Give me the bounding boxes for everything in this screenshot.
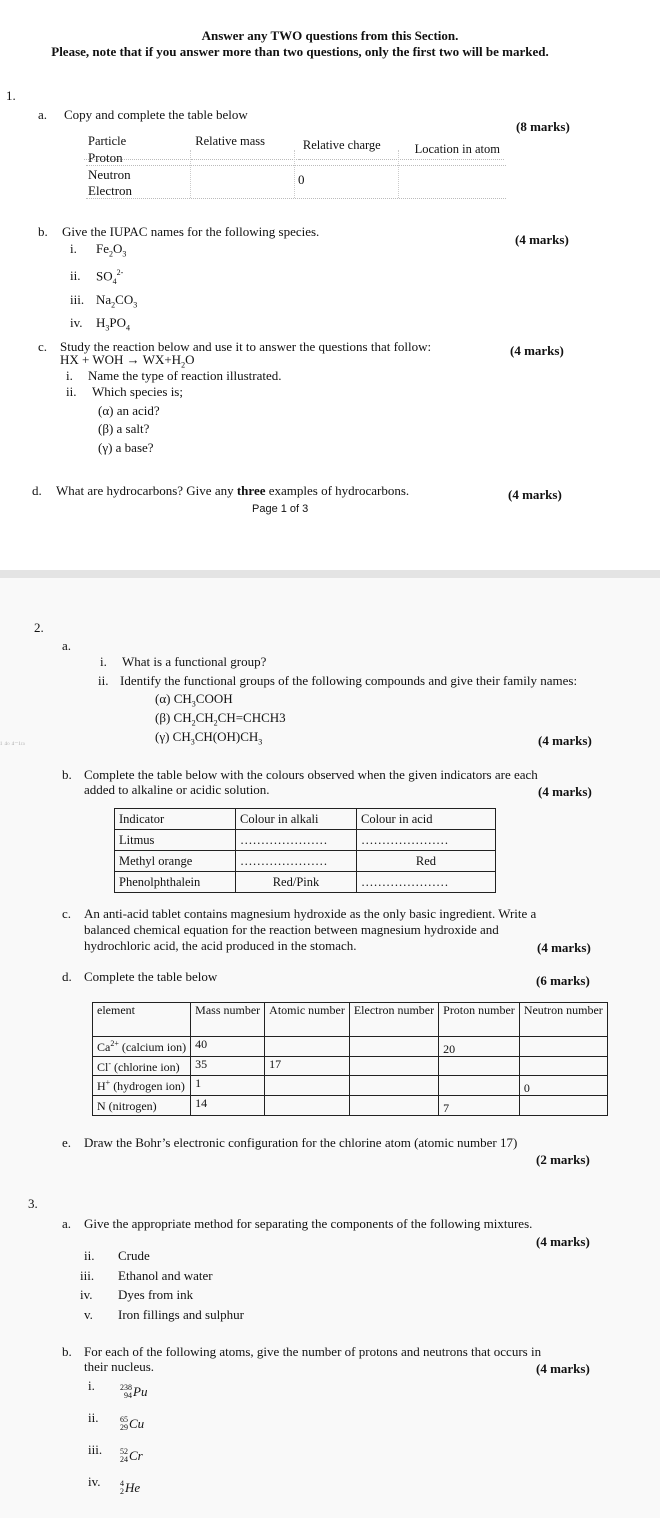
table-cell: Methyl orange — [115, 851, 236, 872]
table-header-row — [115, 809, 496, 830]
list-item: ii. 65 29 Cu — [88, 1405, 147, 1437]
table-cell: Red/Pink — [236, 872, 357, 893]
marks-label: (4 marks) — [508, 487, 562, 502]
table-cell — [265, 1076, 350, 1096]
list-item: v. Iron fillings and sulphur — [84, 1306, 245, 1322]
pencil-scribble: ¹ ⁴ᵒ ⁴⁻¹ʳᵃ — [0, 740, 25, 749]
part-text: An anti-acid tablet contains magnesium hydroxide as the only basic ingredient. Write a — [84, 906, 537, 921]
table-cell: Red — [357, 851, 496, 872]
sub-question: ii. Identify the functional groups of the following compounds and give their family names: — [98, 673, 578, 688]
table-cell: 14 — [191, 1096, 265, 1116]
table-cell — [349, 1037, 438, 1057]
table-header-cell: Proton number — [439, 1003, 520, 1037]
formula-list — [70, 240, 137, 338]
table-row — [93, 1076, 608, 1096]
list-item: iv. $H_3PO_4$ — [70, 315, 131, 333]
answer-blank: ………………… — [236, 830, 357, 851]
part-text: balanced chemical equation for the reaction between magnesium hydroxide and — [84, 922, 499, 937]
list-item: i. 238 94 Pu — [88, 1373, 147, 1405]
part-letter: a. — [62, 638, 72, 653]
table-cell — [265, 1096, 350, 1116]
table-cell — [349, 1096, 438, 1116]
marks-label: (6 marks) — [536, 973, 590, 988]
table-cell: Proton — [88, 150, 123, 165]
exam-page-2 — [0, 578, 660, 1518]
marks-label: (4 marks) — [536, 1234, 590, 1249]
page-number: Page 1 of 3 — [252, 503, 309, 515]
list-item: iii. $Na_2CO_3$ — [70, 291, 138, 310]
table-cell: 40 — [191, 1037, 265, 1057]
part-text: hydrochloric acid, the acid produced in the stomach. — [84, 938, 357, 953]
sub-item: (α) an acid? — [98, 403, 160, 418]
table-cell: 20 — [439, 1037, 520, 1057]
compound-item: (α) $CH_3COOH$ — [155, 691, 233, 709]
part-letter: b. — [62, 1344, 72, 1359]
marks-label: (4 marks) — [537, 940, 591, 955]
answer-blank: ………………… — [236, 851, 357, 872]
table-header-cell: Electron number — [349, 1003, 438, 1037]
table-header-cell: Mass number — [191, 1003, 265, 1037]
part-letter: c. — [38, 339, 48, 354]
table-header-cell: Colour in alkali — [236, 809, 357, 830]
table-header-cell: Particle — [84, 134, 191, 160]
table-cell — [519, 1096, 607, 1116]
sub-question: ii. Which species is; — [66, 384, 183, 399]
table-header-cell: element — [93, 1003, 191, 1037]
compound-item: (γ) $CH_3CH(OH)CH_3$ — [155, 729, 263, 747]
table-cell: 0 — [298, 172, 305, 187]
table-cell: Neutron — [88, 167, 131, 182]
table-cell: N (nitrogen) — [93, 1096, 191, 1116]
table-cell — [349, 1076, 438, 1096]
part-text: Complete the table below — [84, 969, 218, 984]
table-row — [93, 1096, 608, 1116]
marks-label: (2 marks) — [536, 1152, 590, 1167]
table-cell: Electron — [88, 183, 133, 198]
table-cell: 35 — [191, 1057, 265, 1076]
isotope-notation: 238 94 Pu — [120, 1383, 148, 1400]
table-cell: 7 — [439, 1096, 520, 1116]
table-divider — [190, 150, 191, 198]
answer-blank: ………………… — [357, 830, 496, 851]
table-cell — [519, 1057, 607, 1076]
question-number: 1. — [6, 88, 16, 103]
marks-label: (4 marks) — [510, 343, 564, 358]
marks-label: (8 marks) — [516, 119, 570, 134]
isotope-notation: 4 2 He — [120, 1479, 141, 1496]
table-cell — [265, 1037, 350, 1057]
table-header-row — [93, 1003, 608, 1037]
part-text: What are hydrocarbons? Give any three examples of hydrocarbons. — [56, 483, 410, 498]
marks-label: (4 marks) — [538, 733, 592, 748]
part-letter: b. — [38, 224, 48, 239]
table-cell: Cl- (chlorine ion) — [93, 1057, 191, 1076]
table-row — [115, 851, 496, 872]
sub-item: (γ) a base? — [98, 440, 154, 455]
part-letter: e. — [62, 1135, 72, 1150]
question-number: 2. — [34, 620, 44, 635]
part-letter: d. — [32, 483, 42, 498]
table-cell — [439, 1076, 520, 1096]
table-cell: H+ (hydrogen ion) — [93, 1076, 191, 1096]
part-letter: c. — [62, 906, 72, 921]
part-text: Study the reaction below and use it to answer the questions that follow: — [60, 339, 432, 354]
compound-item: (β) $CH_2CH_2CH=CHCH3$ — [155, 710, 286, 728]
mixture-list — [80, 1246, 244, 1324]
table-cell: Litmus — [115, 830, 236, 851]
table-cell: 1 — [191, 1076, 265, 1096]
table-header-cell: Relative charge — [299, 134, 411, 160]
list-item: ii. Crude — [84, 1248, 150, 1263]
section-instruction: Answer any TWO questions from this Section. — [201, 28, 459, 43]
marks-label: (4 marks) — [515, 232, 569, 247]
reaction-equation: HX + WOH → $WX+H_2O$ — [60, 352, 195, 370]
sub-question: i. Name the type of reaction illustrated. — [66, 368, 282, 383]
table-cell — [349, 1057, 438, 1076]
part-text: Complete the table below with the colours observed when the given indicators are each — [84, 767, 538, 782]
part-text: Give the IUPAC names for the following species. — [62, 224, 320, 239]
table-header-cell: Colour in acid — [357, 809, 496, 830]
part-text: Copy and complete the table below — [64, 107, 248, 122]
table-row — [93, 1037, 608, 1057]
part-text: their nucleus. — [84, 1359, 155, 1374]
isotope-notation: 52 24 Cr — [120, 1447, 143, 1464]
list-item: ii. $SO_4^{2-}$ — [70, 267, 124, 286]
part-letter: b. — [62, 767, 72, 782]
table-header-cell: Relative mass — [191, 134, 299, 160]
isotope-list — [88, 1373, 147, 1501]
section-note: Please, note that if you answer more than two questions, only the first two will be marked. — [51, 44, 549, 59]
table-header-cell: Neutron number — [519, 1003, 607, 1037]
table-row — [115, 830, 496, 851]
table-divider — [86, 198, 506, 199]
table-cell — [519, 1037, 607, 1057]
sub-question: i. What is a functional group? — [100, 654, 267, 669]
part-text: Give the appropriate method for separating the components of the following mixtures. — [84, 1216, 533, 1231]
sub-item: (β) a salt? — [98, 421, 150, 436]
marks-label: (4 marks) — [536, 1361, 590, 1376]
table-header-cell: Location in atom — [411, 134, 504, 160]
table-header-cell: Indicator — [115, 809, 236, 830]
table-header-cell: Atomic number — [265, 1003, 350, 1037]
table-row — [115, 872, 496, 893]
list-item: iii. Ethanol and water — [80, 1267, 213, 1283]
isotope-notation: 65 29 Cu — [120, 1415, 145, 1432]
table-cell: $Ca^{2+}$ (calcium ion) — [93, 1037, 191, 1057]
exam-page-1 — [0, 0, 660, 570]
table-divider — [86, 165, 506, 166]
table-cell — [439, 1057, 520, 1076]
table-cell: 0 — [519, 1076, 607, 1096]
list-item: iii. 52 24 Cr — [88, 1437, 147, 1469]
table-cell: Phenolphthalein — [115, 872, 236, 893]
part-letter: d. — [62, 969, 72, 984]
table-cell: 17 — [265, 1057, 350, 1076]
atom-table — [92, 1002, 608, 1116]
list-item: i. $Fe_2O_3$ — [70, 241, 127, 259]
answer-blank: ………………… — [357, 872, 496, 893]
part-letter: a. — [38, 107, 48, 122]
part-text: added to alkaline or acidic solution. — [84, 782, 270, 797]
indicator-table — [114, 808, 496, 893]
part-letter: a. — [62, 1216, 72, 1231]
part-text: Draw the Bohr’s electronic configuration for the chlorine atom (atomic number 17) — [84, 1135, 518, 1150]
table-divider — [294, 150, 295, 198]
table-divider — [398, 150, 399, 198]
table-row — [93, 1057, 608, 1076]
part-text: For each of the following atoms, give the number of protons and neutrons that occurs in — [84, 1344, 542, 1359]
list-item: iv. Dyes from ink — [80, 1287, 194, 1302]
question-number: 3. — [28, 1196, 38, 1211]
arrow-icon: → — [126, 352, 140, 367]
page-separator — [0, 570, 660, 578]
list-item: iv. 4 2 He — [88, 1469, 147, 1501]
marks-label: (4 marks) — [538, 784, 592, 799]
